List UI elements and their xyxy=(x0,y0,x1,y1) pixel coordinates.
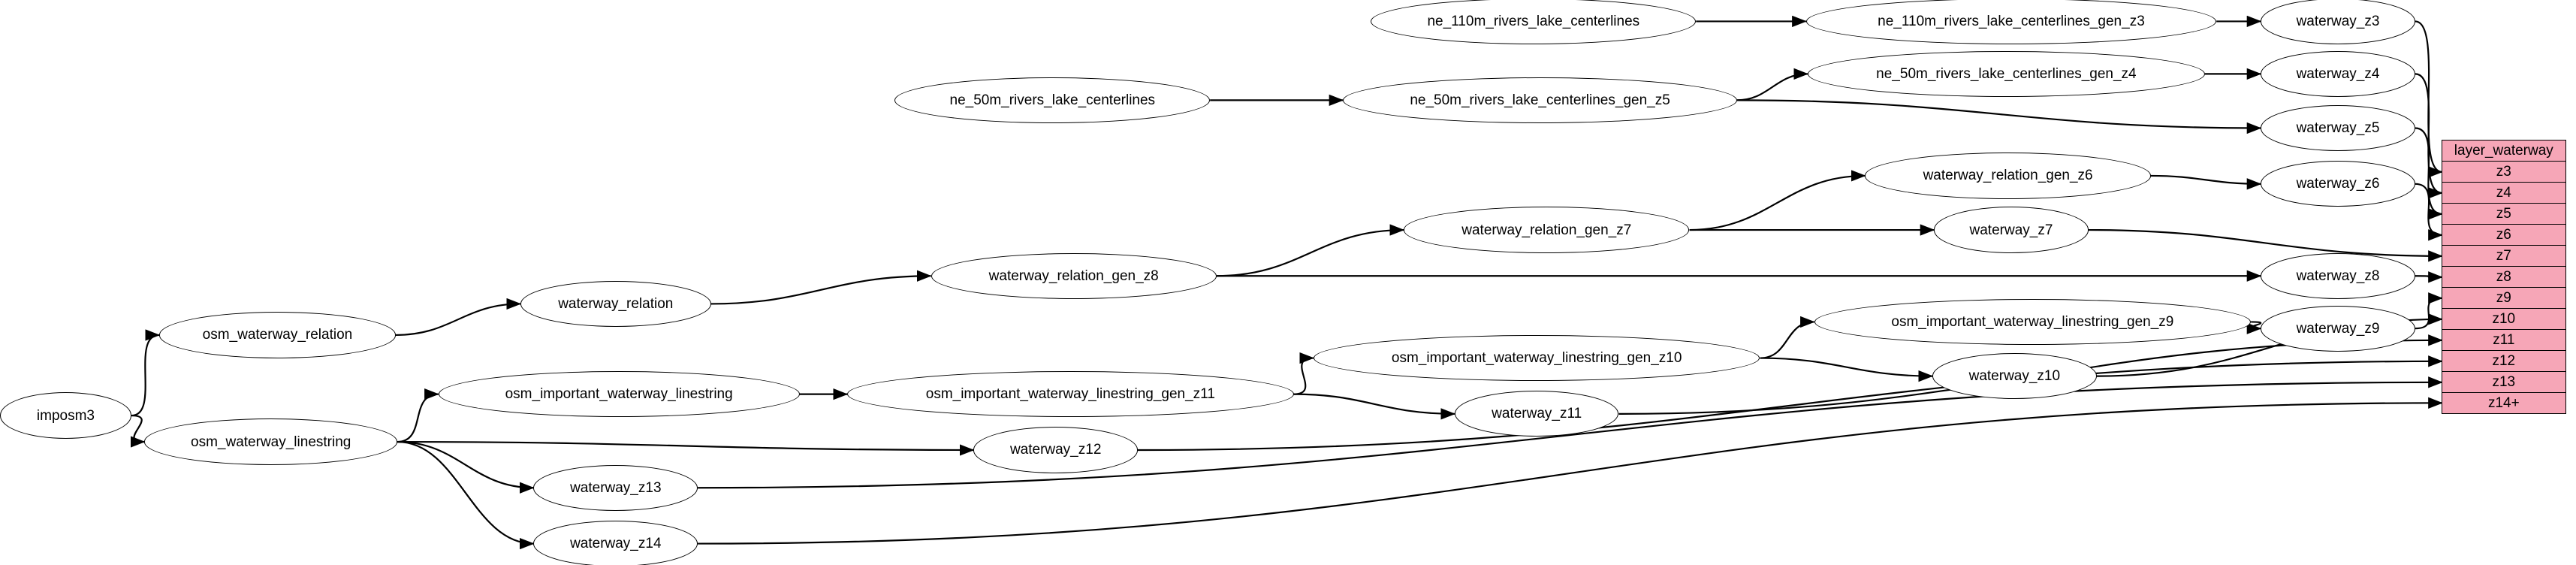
graph-node-osm_important_waterway_linestring_gen_z10[interactable] xyxy=(1314,335,1760,381)
edge-osm_important_waterway_linestring_gen_z10-to-waterway_z10 xyxy=(1760,358,1933,376)
graph-node-ne_50m_rivers_lake_centerlines_gen_z4[interactable] xyxy=(1808,51,2205,97)
graph-node-waterway_z13[interactable] xyxy=(533,465,698,511)
edge-osm_waterway_linestring-to-waterway_z14 xyxy=(397,442,533,544)
edge-osm_important_waterway_linestring_gen_z9-to-waterway_z9 xyxy=(2251,322,2261,328)
graph-node-label: osm_important_waterway_linestring_gen_z10 xyxy=(1391,350,1682,367)
graph-node-label: ne_110m_rivers_lake_centerlines_gen_z3 xyxy=(1878,13,2145,29)
edge-ne_50m_rivers_lake_centerlines_gen_z5-to-waterway_z5 xyxy=(1737,100,2261,128)
graph-node-label: waterway_relation_gen_z8 xyxy=(988,267,1159,284)
layer-table-row[interactable]: z7 xyxy=(2442,246,2565,267)
graph-node-waterway_z9[interactable] xyxy=(2261,306,2415,352)
graph-node-waterway_z7[interactable] xyxy=(1934,207,2088,252)
edge-waterway_relation_gen_z8-to-waterway_relation_gen_z7 xyxy=(1217,230,1404,276)
graph-node-label: ne_50m_rivers_lake_centerlines_gen_z4 xyxy=(1876,65,2137,82)
graph-node-waterway_relation[interactable] xyxy=(520,281,711,327)
graph-node-osm_waterway_linestring[interactable] xyxy=(144,418,397,464)
graph-node-label: waterway_relation_gen_z6 xyxy=(1923,168,2093,184)
edge-waterway_z4-to-layer_waterway xyxy=(2415,74,2442,192)
graph-node-label: waterway_z9 xyxy=(2296,320,2380,337)
edge-waterway_z8-to-layer_waterway xyxy=(2415,276,2442,277)
graph-node-label: osm_waterway_linestring xyxy=(191,434,351,450)
graph-node-waterway_z5[interactable] xyxy=(2261,105,2415,151)
graph-node-label: waterway_z4 xyxy=(2296,65,2380,82)
graph-node-label: waterway_z7 xyxy=(1969,222,2053,238)
graph-node-ne_50m_rivers_lake_centerlines[interactable] xyxy=(894,77,1210,123)
edge-waterway_relation-to-waterway_relation_gen_z8 xyxy=(711,276,931,304)
layer-table-row[interactable]: z12 xyxy=(2442,351,2565,372)
layer-table-row[interactable]: z8 xyxy=(2442,267,2565,288)
graph-node-waterway_relation_gen_z6[interactable] xyxy=(1865,153,2150,198)
graph-node-label: ne_110m_rivers_lake_centerlines xyxy=(1427,13,1640,29)
edge-waterway_relation_gen_z6-to-waterway_z6 xyxy=(2151,176,2261,184)
graph-node-label: waterway_z5 xyxy=(2296,120,2380,136)
layer-table-row[interactable]: z3 xyxy=(2442,162,2565,183)
edge-osm_waterway_linestring-to-osm_important_waterway_linestring xyxy=(397,394,439,442)
layer-table-row[interactable]: z9 xyxy=(2442,288,2565,309)
layer-table-row[interactable]: z14+ xyxy=(2487,394,2520,411)
layer-table-row[interactable]: z11 xyxy=(2442,330,2565,351)
graph-node-osm_important_waterway_linestring_gen_z11[interactable] xyxy=(847,371,1294,417)
graph-node-waterway_relation_gen_z8[interactable] xyxy=(931,253,1217,299)
graph-node-waterway_z14[interactable] xyxy=(533,521,698,565)
graph-node-osm_important_waterway_linestring[interactable] xyxy=(439,371,800,417)
graph-node-label: ne_50m_rivers_lake_centerlines xyxy=(949,92,1156,108)
graph-node-label: osm_waterway_relation xyxy=(202,327,353,343)
graph-node-label: waterway_z8 xyxy=(2296,267,2380,284)
layer-table-row[interactable]: z5 xyxy=(2442,204,2565,225)
edge-waterway_z5-to-layer_waterway xyxy=(2415,128,2442,214)
graph-node-label: waterway_relation xyxy=(558,295,674,312)
graph-node-label: osm_important_waterway_linestring xyxy=(505,386,733,403)
graph-node-ne_50m_rivers_lake_centerlines_gen_z5[interactable] xyxy=(1343,77,1737,123)
edge-imposm3-to-osm_waterway_linestring xyxy=(131,415,144,442)
edge-waterway_z6-to-layer_waterway xyxy=(2415,184,2442,235)
layer-table-header: layer_waterway xyxy=(2442,140,2565,162)
graph-node-label: waterway_relation_gen_z7 xyxy=(1461,222,1632,238)
edge-waterway_z9-to-layer_waterway xyxy=(2415,298,2442,328)
layer-table-layer_waterway[interactable] xyxy=(2442,140,2566,414)
edge-osm_important_waterway_linestring_gen_z11-to-osm_important_waterway_linestring_gen_z10 xyxy=(1294,358,1314,394)
graph-node-waterway_z6[interactable] xyxy=(2261,161,2415,207)
graph-node-label: waterway_z12 xyxy=(1009,442,1102,458)
graph-node-label: osm_important_waterway_linestring_gen_z9 xyxy=(1891,313,2174,330)
graph-node-label: ne_50m_rivers_lake_centerlines_gen_z5 xyxy=(1410,92,1670,108)
graph-node-label: waterway_z11 xyxy=(1492,406,1582,422)
graph-node-label: imposm3 xyxy=(36,407,95,424)
edge-waterway_z7-to-layer_waterway xyxy=(2089,230,2442,256)
edge-osm_waterway_linestring-to-waterway_z13 xyxy=(397,442,533,488)
edge-waterway_relation_gen_z7-to-waterway_relation_gen_z6 xyxy=(1690,176,1866,230)
layer-table-row[interactable]: z10 xyxy=(2442,309,2565,330)
graph-node-label: waterway_z10 xyxy=(1968,368,2061,385)
edge-ne_50m_rivers_lake_centerlines_gen_z5-to-ne_50m_rivers_lake_centerlines_gen_z4 xyxy=(1737,74,1808,100)
graph-node-imposm3[interactable] xyxy=(0,392,131,438)
edge-imposm3-to-osm_waterway_relation xyxy=(131,335,159,415)
graph-node-label: osm_important_waterway_linestring_gen_z11 xyxy=(925,386,1215,403)
graph-node-waterway_z11[interactable] xyxy=(1455,391,1619,437)
graph-node-label: waterway_z3 xyxy=(2296,13,2380,29)
graph-node-osm_waterway_relation[interactable] xyxy=(159,312,396,358)
graph-node-waterway_z3[interactable] xyxy=(2261,0,2415,44)
edge-osm_waterway_linestring-to-waterway_z12 xyxy=(397,442,973,450)
edge-osm_important_waterway_linestring_gen_z11-to-waterway_z11 xyxy=(1294,394,1455,414)
edge-waterway_z3-to-layer_waterway xyxy=(2415,21,2442,171)
graph-node-osm_important_waterway_linestring_gen_z9[interactable] xyxy=(1814,299,2252,345)
layer-table-row[interactable]: z13 xyxy=(2442,372,2565,393)
graph-node-waterway_z8[interactable] xyxy=(2261,253,2415,299)
graph-node-waterway_z10[interactable] xyxy=(1932,353,2097,399)
graph-node-ne_110m_rivers_lake_centerlines[interactable] xyxy=(1371,0,1696,44)
graph-node-waterway_z4[interactable] xyxy=(2261,51,2415,97)
graph-node-label: waterway_z13 xyxy=(570,479,662,496)
edge-osm_waterway_relation-to-waterway_relation xyxy=(396,304,520,335)
graph-node-waterway_z12[interactable] xyxy=(973,427,1138,473)
edge-waterway_z12-to-layer_waterway xyxy=(1138,361,2442,450)
graph-node-label: waterway_z14 xyxy=(570,536,662,552)
layer-table-row[interactable]: z6 xyxy=(2442,225,2565,246)
graph-node-ne_110m_rivers_lake_centerlines_gen_z3[interactable] xyxy=(1806,0,2217,44)
graph-node-label: waterway_z6 xyxy=(2296,176,2380,192)
graph-node-waterway_relation_gen_z7[interactable] xyxy=(1404,207,1689,252)
layer-table-row[interactable]: z4 xyxy=(2442,183,2565,204)
edge-osm_important_waterway_linestring_gen_z10-to-osm_important_waterway_linestring_gen_z9 xyxy=(1760,322,1814,358)
